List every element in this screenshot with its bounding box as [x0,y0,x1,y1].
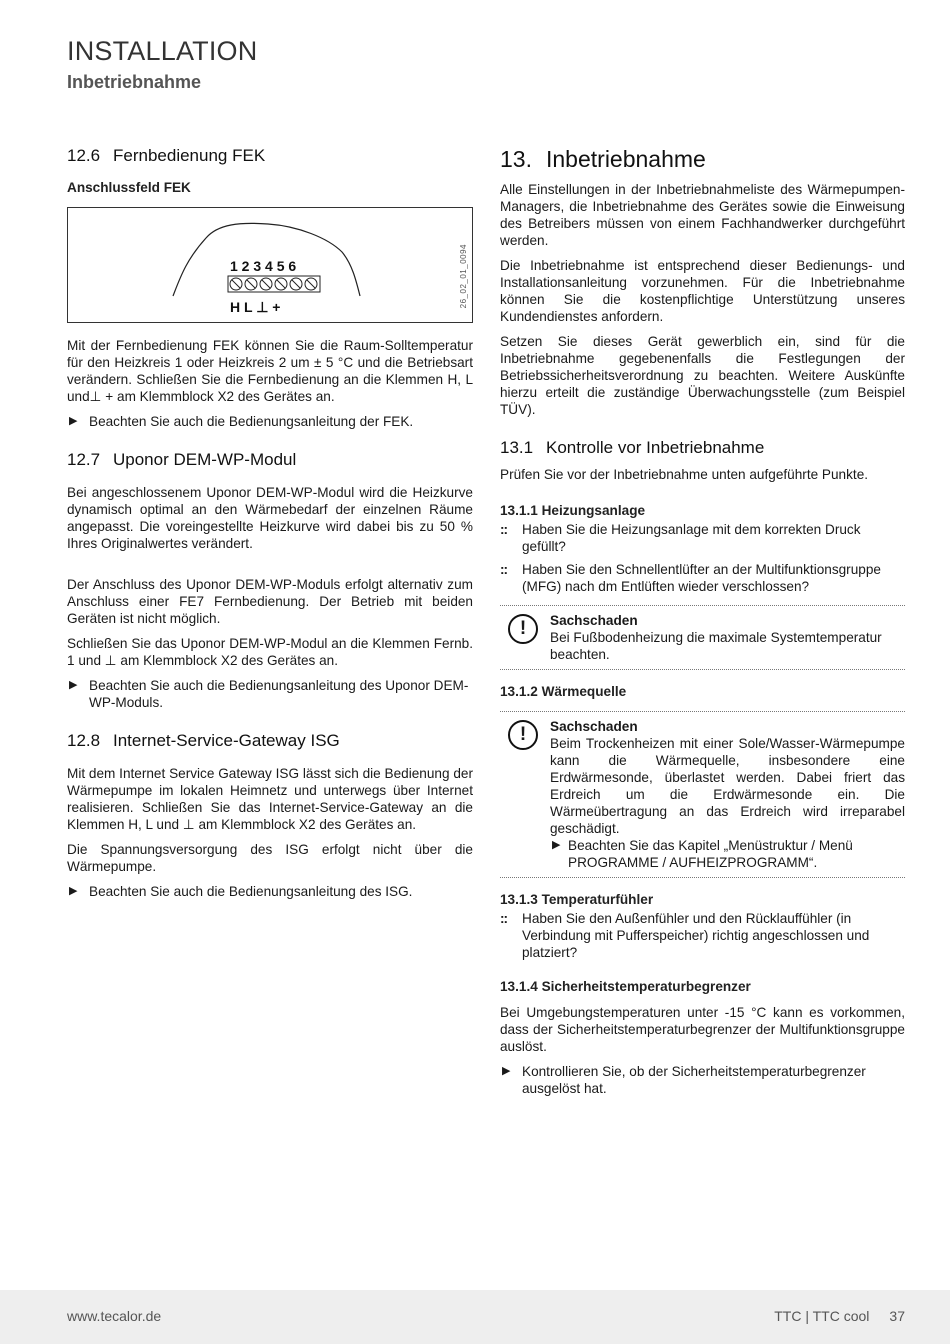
heat-source-heading: 13.1.2 Wärmequelle [500,684,627,699]
footer-url: www.tecalor.de [67,1308,162,1324]
property-damage-notice-2 [500,711,905,878]
arrow-bullet-icon: ▶ [69,415,78,427]
commissioning-paragraph-3: Setzen Sie dieses Gerät gewerblich ein, sind für die Inbetriebnahme gegebenenfalls die Festlegungen der Betriebssicherheitsverordnung zu beachten. Weitere Auskünfte hierzu erteilt die zuständige Überwachungsstelle (zum Beispiel TÜV). [500,334,905,417]
uponor-bullet: ▶ Beachten Sie auch die Bedienungsanleitung des Uponor DEM-WP-Moduls. [69,678,469,710]
page-header-title: INSTALLATION [67,36,258,66]
connection-panel-heading: Anschlussfeld FEK [67,180,191,195]
terminal-numbers: 1 2 3 4 5 6 [230,258,297,274]
arrow-bullet-icon: ▶ [69,885,78,897]
property-damage-notice-1 [500,605,905,670]
safety-limiter-paragraph: Bei Umgebungstemperaturen unter -15 °C kann es vorkommen, dass der Sicherheitstemperaturbegrenzer der Multifunktionsgruppe auslöst. [500,1005,905,1054]
fek-paragraph: Mit der Fernbedienung FEK können Sie die Raum-Solltemperatur für den Heizkreis 1 oder Heizkreis 2 um ± 5 °C und die Betriebsart verändern. Schließen Sie die Fernbedienung an die Klemmen H, L und⊥ + am Klemmblock X2 des Gerätes an. [67,338,473,404]
heating-check-2: :: Haben Sie den Schnellentlüfter an der Multifunktionsgruppe (MFG) nach dm Entlüften wieder verschlossen? [500,562,881,594]
fek-terminal-drawing [68,208,472,322]
notice-bullet: ▶ Beachten Sie das Kapitel „Menüstruktur / Menü PROGRAMME / AUFHEIZPROGRAMM“. [552,838,853,870]
safety-limiter-heading: 13.1.4 Sicherheitstemperaturbegrenzer [500,979,751,994]
left-column [67,146,473,908]
isg-paragraph-1: Mit dem Internet Service Gateway ISG lässt sich die Bedienung der Wärmepumpe im lokalen Heimnetz und unterwegs über Internet realisieren. Schließen Sie das Internet-Service-Gateway an die Klemmen H, L und ⊥ am Klemmblock X2 des Gerätes an. [67,766,473,832]
uponor-paragraph-3: Schließen Sie das Uponor DEM-WP-Modul an die Klemmen Fernb. 1 und ⊥ am Klemmblock X2 des Gerätes an. [67,636,473,668]
figure-code: 26_02_01_0094 [459,244,468,309]
section-13-heading: 13. Inbetriebnahme [500,146,706,172]
fek-terminal-figure [67,207,473,323]
uponor-paragraph-2: Der Anschluss des Uponor DEM-WP-Moduls erfolgt alternativ zum Anschluss einer FE7 Fernbedienung. Der Betrieb mit beiden Geräten ist nicht möglich. [67,577,473,626]
arrow-bullet-icon: ▶ [69,679,78,691]
exclamation-icon: ! [508,720,538,750]
section-12-7-heading: 12.7 Uponor DEM-WP-Modul [67,450,297,469]
right-column [500,146,905,1105]
page-header-subtitle: Inbetriebnahme [67,72,202,92]
temperature-sensor-heading: 13.1.3 Temperaturfühler [500,892,654,907]
notice-title: Sachschaden [550,719,638,734]
notice-text: Bei Fußbodenheizung die maximale Systemtemperatur beachten. [550,630,882,662]
page-number: 37 [889,1308,905,1324]
checklist-marker-icon: :: [500,562,508,577]
section-13-1-heading: 13.1 Kontrolle vor Inbetriebnahme [500,438,765,457]
uponor-paragraph-1: Bei angeschlossenem Uponor DEM-WP-Modul wird die Heizkurve dynamisch optimal an den Wärmebedarf der einzelnen Räume angepasst. Die voreingestellte Heizkurve wird dabei bis zu 50 % Ihres Originalwertes verändert. [67,485,473,551]
exclamation-icon: ! [508,614,538,644]
commissioning-paragraph-2: Die Inbetriebnahme ist entsprechend dieser Bedienungs- und Installationsanleitung vorzunehmen. Für die Inbetriebnahme können Sie die kostenpflichtige Unterstützung unseres Kundendienstes anfordern. [500,258,905,324]
heating-check-1: :: Haben Sie die Heizungsanlage mit dem korrekten Druck gefüllt? [500,522,861,554]
isg-paragraph-2: Die Spannungsversorgung des ISG erfolgt nicht über die Wärmepumpe. [67,842,473,874]
arrow-bullet-icon: ▶ [552,839,561,851]
terminal-labels: H L ⊥ + [230,299,281,315]
section-12-8-heading: 12.8 Internet-Service-Gateway ISG [67,731,340,750]
page-footer [0,1290,950,1344]
commissioning-paragraph-1: Alle Einstellungen in der Inbetriebnahmeliste des Wärmepumpen-Managers, die Inbetriebnahme des Gerätes sowie die Einweisung des Betreibers müssen von einem Fachhandwerker durchgeführt werden. [500,182,905,248]
notice-title: Sachschaden [550,613,638,628]
fek-bullet: ▶ Beachten Sie auch die Bedienungsanleitung der FEK. [69,414,414,429]
isg-bullet: ▶ Beachten Sie auch die Bedienungsanleitung des ISG. [69,884,413,899]
heating-system-heading: 13.1.1 Heizungsanlage [500,503,646,518]
safety-limiter-bullet: ▶ Kontrollieren Sie, ob der Sicherheitstemperaturbegrenzer ausgelöst hat. [502,1064,866,1096]
checklist-marker-icon: :: [500,911,508,926]
check-intro-paragraph: Prüfen Sie vor der Inbetriebnahme unten aufgeführte Punkte. [500,467,869,482]
checklist-marker-icon: :: [500,522,508,537]
footer-product: TTC | TTC cool [774,1308,870,1324]
footer-product-page [774,1308,905,1324]
arrow-bullet-icon: ▶ [502,1065,511,1077]
section-12-6-heading: 12.6 Fernbedienung FEK [67,146,266,165]
notice-text: Beim Trockenheizen mit einer Sole/Wasser-Wärmepumpe kann die Wärmequelle, insbesondere eine Erdwärmesonde, überlastet werden. Dabei friert das Erdreich um die Erdwärmesonde ein. Die Wärmeübertragung an das Erdreich wird irreparabel geschädigt. [550,736,905,836]
sensor-check-1: :: Haben Sie den Außenfühler und den Rücklauffühler (in Verbindung mit Pufferspeicher) richtig angeschlossen und platziert? [500,911,870,960]
